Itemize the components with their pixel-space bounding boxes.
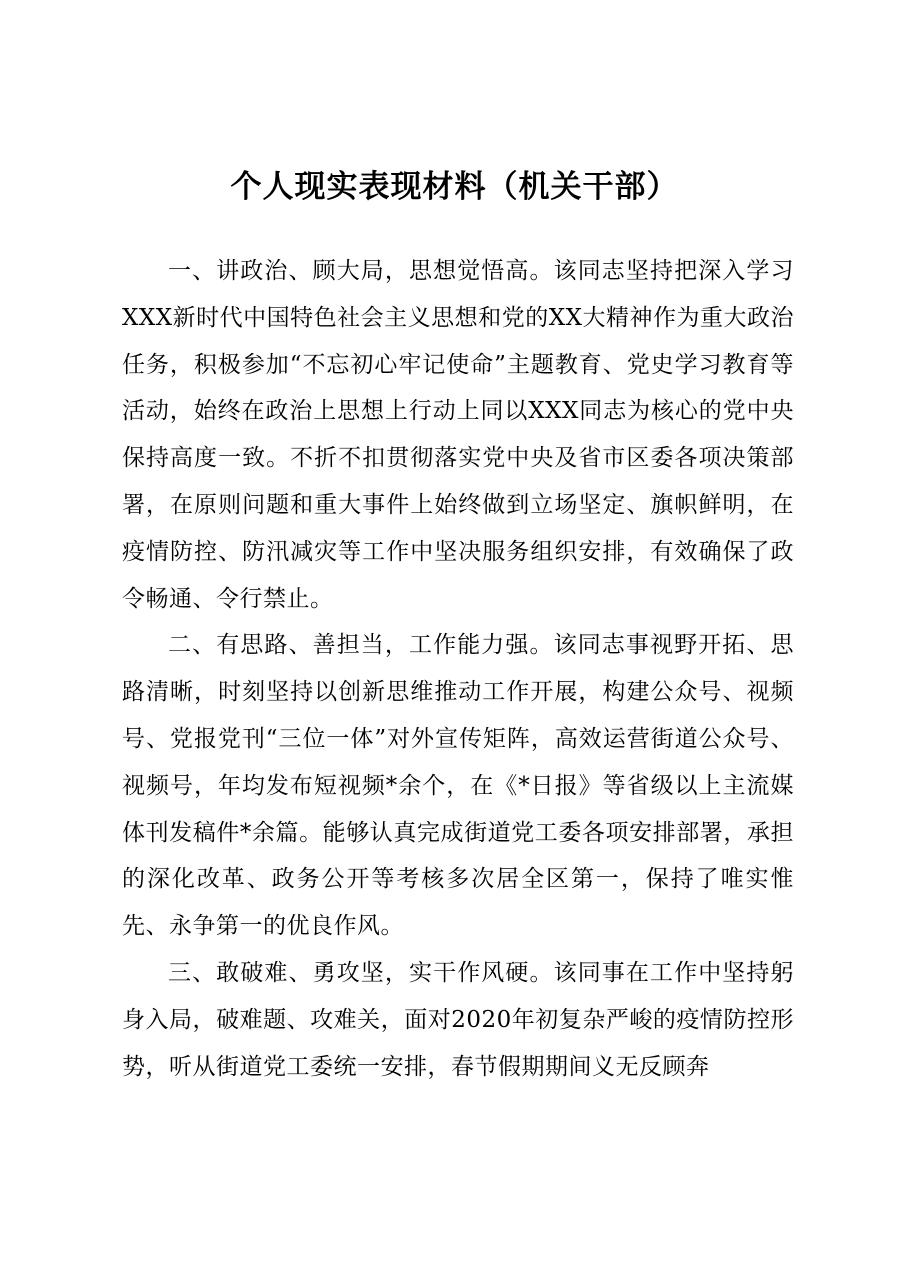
paragraph-2: 二、有思路、善担当，工作能力强。该同志事视野开拓、思路清晰，时刻坚持以创新思维推动工作开展，构建公众号、视频号、党报党刊“三位一体”对外宣传矩阵，高效运营街道公众号、视频号，年均发布短视频*余个，在《*日报》等省级以上主流媒体刊发稿件*余篇。能够认真完成街道党工委各项安排部署，承担的深化改革、政务公开等考核多次居全区第一，保持了唯实惟先、永争第一的优良作风。 [122,632,794,940]
document-title: 个人现实表现材料（机关干部） [230,169,679,205]
document-body [122,248,794,1090]
paragraph-1: 一、讲政治、顾大局，思想觉悟高。该同志坚持把深入学习XXX新时代中国特色社会主义思想和党的XX大精神作为重大政治任务，积极参加“不忘初心牢记使命”主题教育、党史学习教育等活动，始终在政治上思想上行动上同以XXX同志为核心的党中央保持高度一致。不折不扣贯彻落实党中央及省市区委各项决策部署，在原则问题和重大事件上始终做到立场坚定、旗帜鲜明，在疫情防控、防汛减灾等工作中坚决服务组织安排，有效确保了政令畅通、令行禁止。 [122,258,794,612]
paragraph-3: 三、敢破难、勇攻坚，实干作风硬。该同事在工作中坚持躬身入局，破难题、攻难关，面对2020年初复杂严峻的疫情防控形势，听从街道党工委统一安排，春节假期期间义无反顾奔 [122,959,794,1080]
